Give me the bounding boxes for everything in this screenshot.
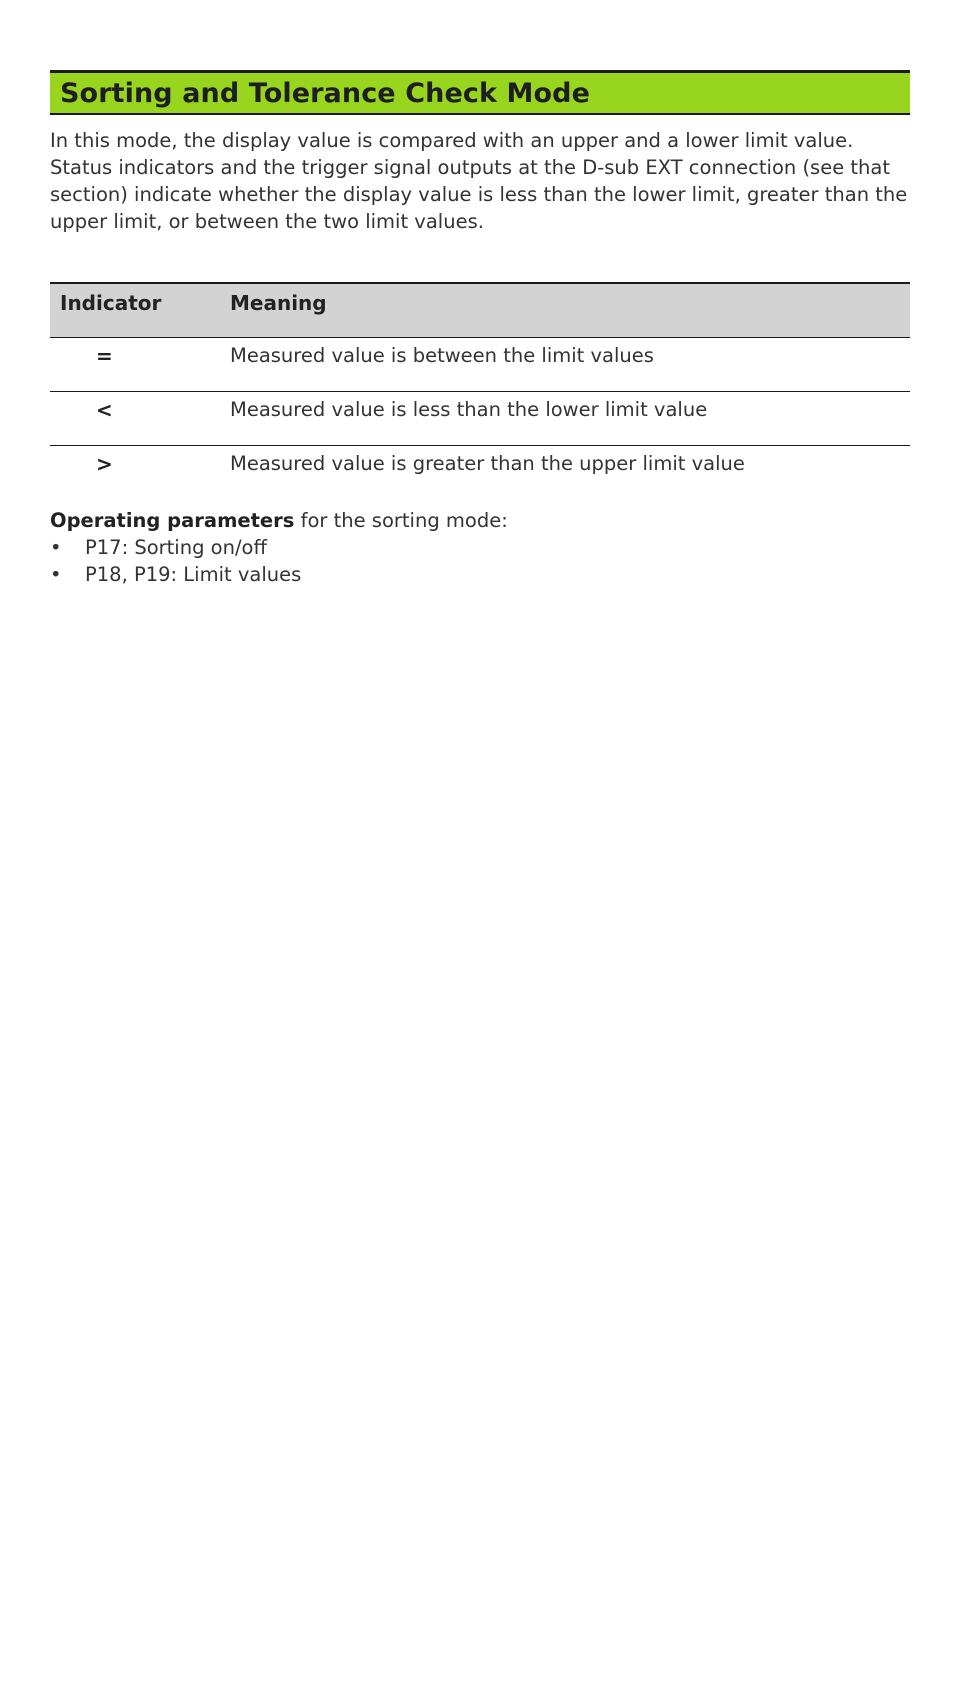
operating-parameters-rest: for the sorting mode: [294,509,508,532]
table-row [50,445,910,499]
meaning-column-header: Meaning [220,283,910,337]
parameter-list [50,534,910,588]
bullet-icon: • [50,563,62,586]
indicator-less: < [50,391,220,445]
table-row [50,391,910,445]
list-item [50,561,910,588]
list-item [50,534,910,561]
indicator-table [50,282,910,499]
table-row [50,337,910,391]
section-heading-bar [50,70,910,115]
meaning-text: Measured value is greater than the upper limit value [230,451,745,475]
bullet-icon: • [50,536,62,559]
table-header-row [50,283,910,337]
list-item-text: P18, P19: Limit values [85,563,302,586]
intro-paragraph: In this mode, the display value is compared with an upper and a lower limit value. Status indicators and the trigger signal outputs at the D-sub EXT connection (see that section) indicate whether the display value is less than the lower limit, greater than the upper limit, or between the two limit values. [50,129,908,233]
meaning-text: Measured value is between the limit values [220,337,910,391]
indicator-equal: = [50,337,220,391]
meaning-text: Measured value is less than the lower limit value [220,391,910,445]
operating-parameters-intro [50,507,910,534]
indicator-column-header: Indicator [50,283,220,337]
list-item-text: P17: Sorting on/off [85,536,267,559]
section-title: Sorting and Tolerance Check Mode [60,77,590,109]
operating-parameters-label: Operating parameters [50,509,295,532]
document-page [50,70,910,588]
indicator-greater: > [96,451,113,476]
